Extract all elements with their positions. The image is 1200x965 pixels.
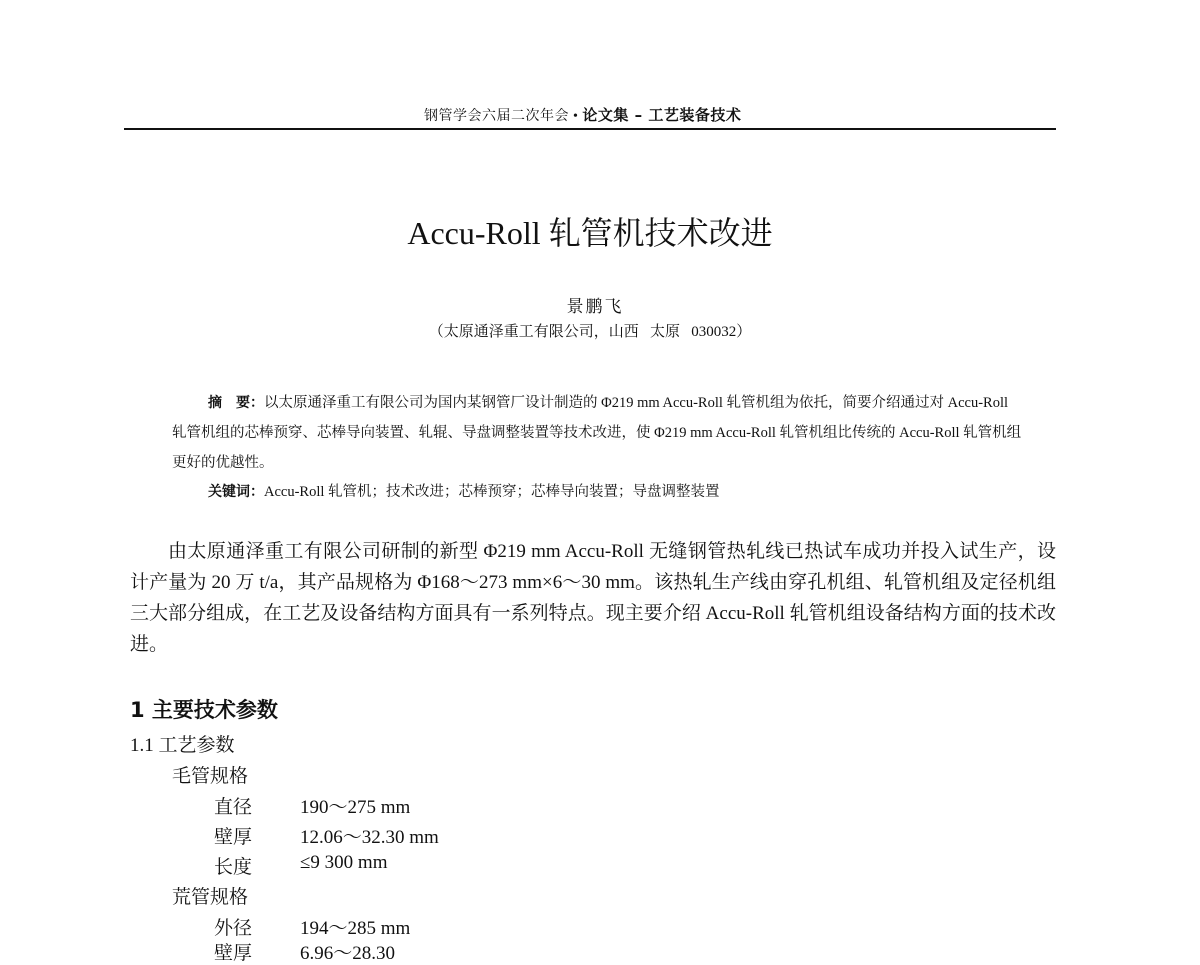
group-heading: 荒管规格 (172, 887, 249, 908)
spec-value: 194～285 mm (300, 918, 411, 939)
subsection-heading: 1.1 工艺参数 (130, 735, 235, 756)
spec-label: 外径 (214, 918, 253, 939)
header-prefix: 钢管学会六届二次年会 • (424, 109, 583, 124)
header-section: 论文集 – 工艺装备技术 (582, 106, 742, 124)
abstract-paragraph (172, 388, 1022, 478)
spec-value: 12.06～32.30 mm (300, 827, 439, 848)
spec-label: 长度 (214, 857, 253, 878)
group-heading: 毛管规格 (172, 766, 249, 787)
author-affiliation: （太原通泽重工有限公司，山西 太原 030032） (428, 324, 752, 340)
keywords-text: Accu-Roll 轧管机；技术改进；芯棒预穿；芯棒导向装置；导盘调整装置 (264, 484, 720, 500)
abstract-text: 以太原通泽重工有限公司为国内某钢管厂设计制造的 Φ219 mm Accu-Roll 轧管机组为依托，简要介绍通过对 Accu-Roll 轧管机组的芯棒预穿、芯棒导向装置、轧辊、导盘调整装置等技术改进，使 Φ219 mm Accu-Roll 轧管机组比传统的 Accu-Roll 轧管机组更好的优越性。 (172, 395, 1022, 471)
spec-label: 壁厚 (214, 943, 253, 964)
section-heading: 1 主要技术参数 (130, 698, 278, 722)
intro-paragraph: 由太原通泽重工有限公司研制的新型 Φ219 mm Accu-Roll 无缝钢管热轧线已热试车成功并投入试生产，设计产量为 20 万 t/a，其产品规格为 Φ168～273 mm×6～30 mm。该热轧生产线由穿孔机组、轧管机组及定径机组三大部分组成，在工艺及设备结构方面具有一系列特点。现主要介绍 Accu-Roll 轧管机组设备结构方面的技术改进。 (130, 541, 1056, 655)
header-rule (124, 128, 1056, 130)
spec-value: ≤9 300 mm (300, 852, 388, 873)
spec-label: 直径 (214, 797, 253, 818)
spec-value: 190～275 mm (300, 797, 411, 818)
keywords-label: 关键词： (208, 484, 264, 500)
keywords (208, 480, 720, 501)
author-name: 景鹏飞 (566, 297, 624, 316)
abstract (172, 388, 1022, 478)
spec-label: 壁厚 (214, 827, 253, 848)
running-header (424, 104, 741, 125)
abstract-label: 摘 要： (208, 395, 264, 411)
spec-value: 6.96～28.30 (300, 943, 396, 964)
paper-title: Accu-Roll 轧管机技术改进 (407, 215, 773, 251)
